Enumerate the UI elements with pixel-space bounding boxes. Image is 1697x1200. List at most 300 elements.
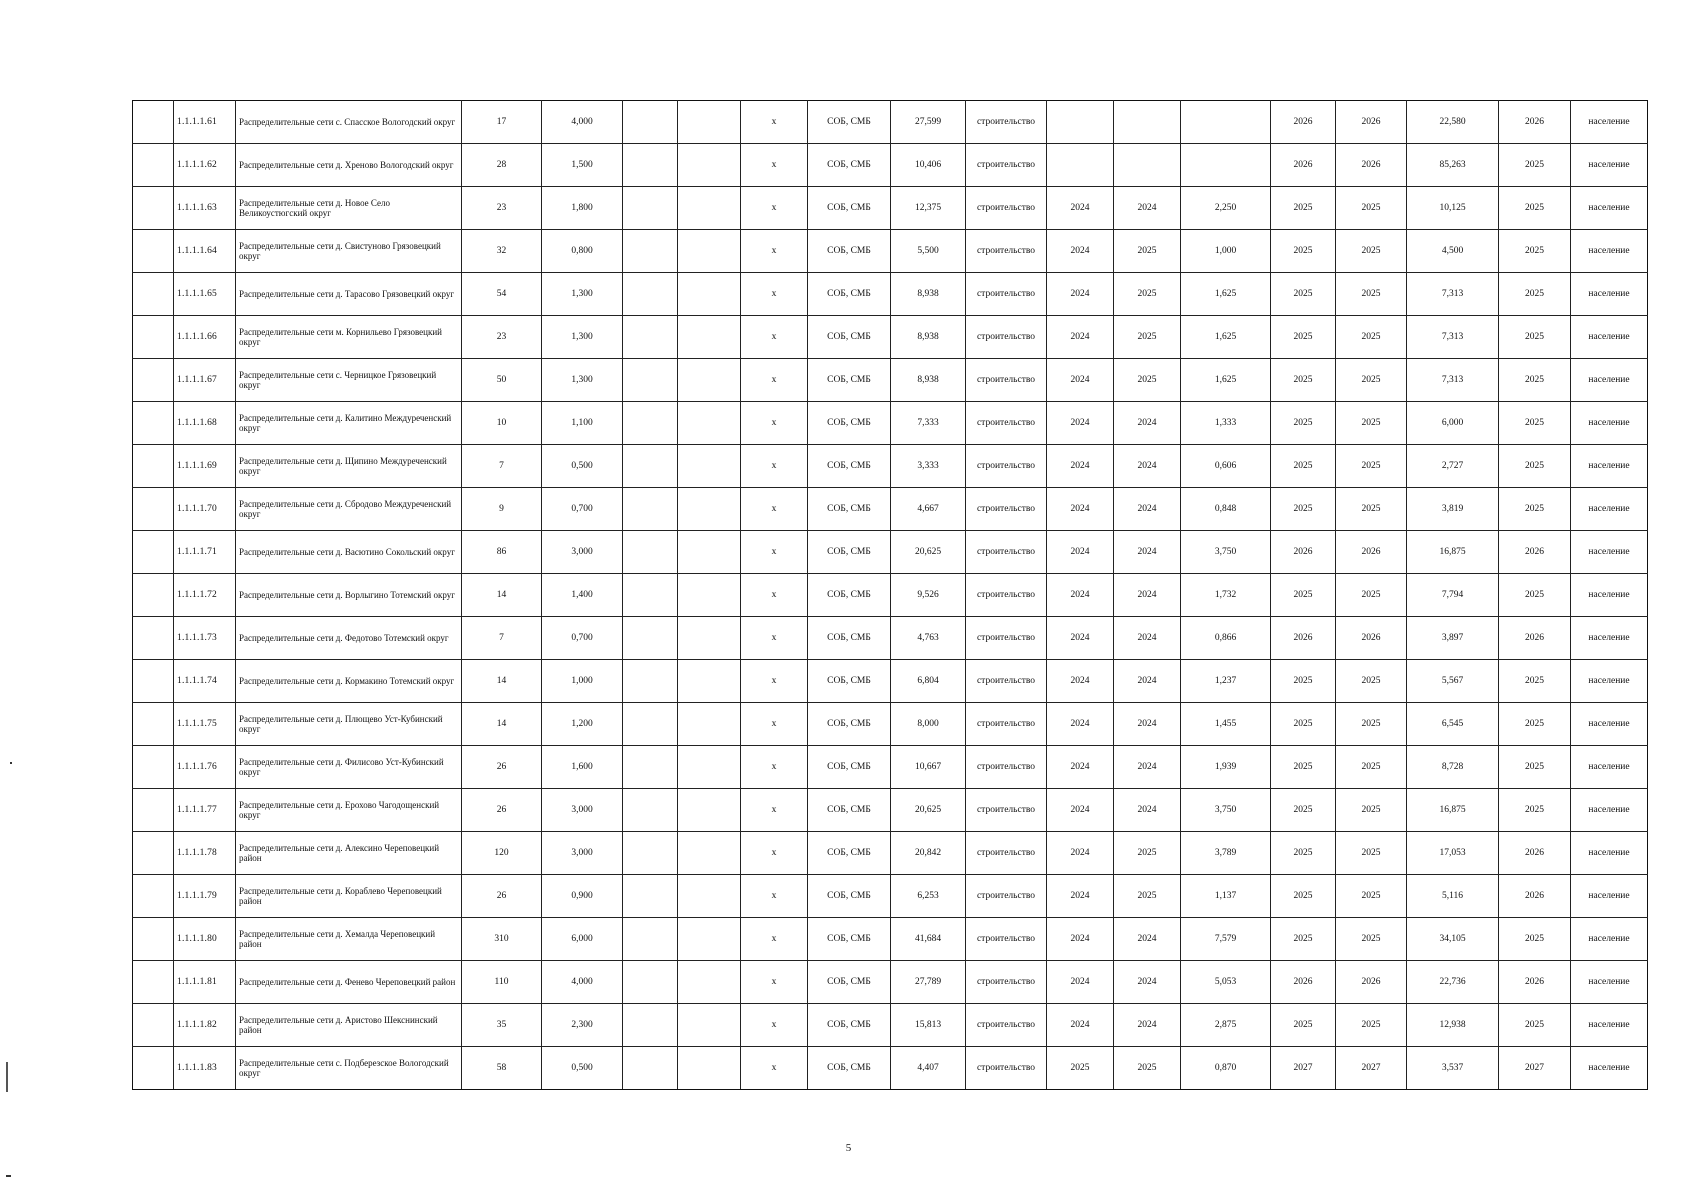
cell-c3: 17 xyxy=(462,101,542,144)
cell-name: Распределительные сети д. Филисово Уст-Кубинский округ xyxy=(236,746,462,789)
cell-name: Распределительные сети д. Тарасово Грязовецкий округ xyxy=(236,273,462,316)
cell-c13: 1,939 xyxy=(1181,746,1271,789)
cell-c9: 10,406 xyxy=(891,144,966,187)
cell-c17: 2025 xyxy=(1499,359,1571,402)
cell-c11: 2024 xyxy=(1047,703,1114,746)
cell-c18: население xyxy=(1571,832,1648,875)
cell-c14: 2025 xyxy=(1271,402,1336,445)
table-row xyxy=(133,574,1648,617)
cell-blank xyxy=(133,316,174,359)
cell-c13: 3,750 xyxy=(1181,789,1271,832)
cell-c5 xyxy=(623,703,678,746)
cell-c14: 2025 xyxy=(1271,316,1336,359)
cell-c7: x xyxy=(741,703,808,746)
cell-c4: 0,500 xyxy=(542,1047,623,1090)
cell-c8: СОБ, СМБ xyxy=(808,832,891,875)
cell-name: Распределительные сети м. Корнильево Грязовецкий округ xyxy=(236,316,462,359)
cell-c4: 0,700 xyxy=(542,617,623,660)
table-row xyxy=(133,316,1648,359)
cell-c6 xyxy=(678,746,741,789)
cell-c14: 2025 xyxy=(1271,875,1336,918)
cell-c3: 110 xyxy=(462,961,542,1004)
cell-c3: 14 xyxy=(462,574,542,617)
cell-c16: 12,938 xyxy=(1407,1004,1499,1047)
cell-c7: x xyxy=(741,445,808,488)
cell-c13: 1,333 xyxy=(1181,402,1271,445)
cell-c17: 2026 xyxy=(1499,961,1571,1004)
cell-c4: 1,300 xyxy=(542,359,623,402)
cell-c12: 2024 xyxy=(1114,703,1181,746)
cell-c10: строительство xyxy=(966,574,1047,617)
cell-c15: 2025 xyxy=(1336,402,1407,445)
cell-c5 xyxy=(623,273,678,316)
cell-c7: x xyxy=(741,574,808,617)
cell-blank xyxy=(133,187,174,230)
table-row xyxy=(133,1047,1648,1090)
table-row xyxy=(133,273,1648,316)
cell-c10: строительство xyxy=(966,531,1047,574)
cell-c10: строительство xyxy=(966,703,1047,746)
cell-c16: 22,736 xyxy=(1407,961,1499,1004)
cell-c4: 1,300 xyxy=(542,316,623,359)
cell-c7: x xyxy=(741,187,808,230)
cell-c7: x xyxy=(741,531,808,574)
cell-c17: 2026 xyxy=(1499,617,1571,660)
cell-blank xyxy=(133,1047,174,1090)
cell-c4: 1,800 xyxy=(542,187,623,230)
cell-c14: 2025 xyxy=(1271,488,1336,531)
cell-c6 xyxy=(678,961,741,1004)
cell-name: Распределительные сети д. Кормакино Тотемский округ xyxy=(236,660,462,703)
cell-c13: 5,053 xyxy=(1181,961,1271,1004)
cell-code: 1.1.1.1.65 xyxy=(174,273,236,316)
cell-c8: СОБ, СМБ xyxy=(808,1047,891,1090)
cell-c6 xyxy=(678,402,741,445)
cell-name: Распределительные сети д. Свистуново Грязовецкий округ xyxy=(236,230,462,273)
cell-c6 xyxy=(678,703,741,746)
cell-c5 xyxy=(623,101,678,144)
cell-c15: 2025 xyxy=(1336,1004,1407,1047)
cell-c14: 2025 xyxy=(1271,832,1336,875)
cell-c11 xyxy=(1047,101,1114,144)
cell-c9: 7,333 xyxy=(891,402,966,445)
cell-c4: 4,000 xyxy=(542,101,623,144)
cell-c9: 6,253 xyxy=(891,875,966,918)
cell-c3: 86 xyxy=(462,531,542,574)
cell-code: 1.1.1.1.69 xyxy=(174,445,236,488)
cell-c6 xyxy=(678,445,741,488)
cell-name: Распределительные сети д. Новое Село Великоустюгский округ xyxy=(236,187,462,230)
cell-c3: 10 xyxy=(462,402,542,445)
cell-c14: 2025 xyxy=(1271,789,1336,832)
cell-c7: x xyxy=(741,789,808,832)
cell-c12: 2025 xyxy=(1114,316,1181,359)
table-row xyxy=(133,660,1648,703)
cell-code: 1.1.1.1.83 xyxy=(174,1047,236,1090)
cell-c8: СОБ, СМБ xyxy=(808,875,891,918)
cell-c8: СОБ, СМБ xyxy=(808,359,891,402)
cell-c11: 2024 xyxy=(1047,230,1114,273)
cell-code: 1.1.1.1.79 xyxy=(174,875,236,918)
cell-blank xyxy=(133,703,174,746)
cell-blank xyxy=(133,832,174,875)
cell-c18: население xyxy=(1571,144,1648,187)
cell-c16: 3,897 xyxy=(1407,617,1499,660)
cell-c15: 2025 xyxy=(1336,660,1407,703)
cell-c10: строительство xyxy=(966,1047,1047,1090)
cell-c3: 26 xyxy=(462,746,542,789)
cell-c16: 5,567 xyxy=(1407,660,1499,703)
cell-c8: СОБ, СМБ xyxy=(808,445,891,488)
cell-c5 xyxy=(623,445,678,488)
cell-c13: 2,875 xyxy=(1181,1004,1271,1047)
cell-c18: население xyxy=(1571,961,1648,1004)
cell-c4: 1,000 xyxy=(542,660,623,703)
cell-c6 xyxy=(678,832,741,875)
cell-c10: строительство xyxy=(966,488,1047,531)
cell-c10: строительство xyxy=(966,961,1047,1004)
cell-blank xyxy=(133,402,174,445)
cell-c3: 14 xyxy=(462,660,542,703)
cell-c8: СОБ, СМБ xyxy=(808,789,891,832)
cell-c11: 2024 xyxy=(1047,875,1114,918)
cell-c11: 2024 xyxy=(1047,316,1114,359)
table-row xyxy=(133,789,1648,832)
cell-c14: 2025 xyxy=(1271,918,1336,961)
cell-c14: 2025 xyxy=(1271,273,1336,316)
cell-c10: строительство xyxy=(966,832,1047,875)
cell-c12: 2024 xyxy=(1114,187,1181,230)
cell-c3: 14 xyxy=(462,703,542,746)
cell-c7: x xyxy=(741,101,808,144)
cell-c18: население xyxy=(1571,488,1648,531)
cell-code: 1.1.1.1.62 xyxy=(174,144,236,187)
cell-c11: 2024 xyxy=(1047,273,1114,316)
scan-artifact xyxy=(10,762,12,764)
cell-code: 1.1.1.1.70 xyxy=(174,488,236,531)
cell-c5 xyxy=(623,230,678,273)
cell-c11: 2024 xyxy=(1047,617,1114,660)
cell-c4: 1,200 xyxy=(542,703,623,746)
cell-code: 1.1.1.1.67 xyxy=(174,359,236,402)
cell-c11: 2024 xyxy=(1047,1004,1114,1047)
cell-name: Распределительные сети д. Фенево Череповецкий район xyxy=(236,961,462,1004)
cell-c3: 50 xyxy=(462,359,542,402)
cell-c16: 7,794 xyxy=(1407,574,1499,617)
cell-c12: 2024 xyxy=(1114,488,1181,531)
cell-c10: строительство xyxy=(966,875,1047,918)
cell-c14: 2027 xyxy=(1271,1047,1336,1090)
cell-c4: 1,300 xyxy=(542,273,623,316)
cell-c11: 2024 xyxy=(1047,832,1114,875)
cell-blank xyxy=(133,359,174,402)
cell-c13: 1,455 xyxy=(1181,703,1271,746)
cell-c15: 2025 xyxy=(1336,789,1407,832)
cell-c10: строительство xyxy=(966,273,1047,316)
cell-c6 xyxy=(678,574,741,617)
cell-c7: x xyxy=(741,832,808,875)
cell-code: 1.1.1.1.76 xyxy=(174,746,236,789)
cell-code: 1.1.1.1.64 xyxy=(174,230,236,273)
cell-c13: 1,625 xyxy=(1181,359,1271,402)
cell-name: Распределительные сети д. Кораблево Череповецкий район xyxy=(236,875,462,918)
cell-c12: 2024 xyxy=(1114,660,1181,703)
cell-c15: 2025 xyxy=(1336,230,1407,273)
cell-c7: x xyxy=(741,660,808,703)
cell-c6 xyxy=(678,875,741,918)
cell-c9: 5,500 xyxy=(891,230,966,273)
cell-c12: 2024 xyxy=(1114,918,1181,961)
cell-c13: 7,579 xyxy=(1181,918,1271,961)
cell-c12: 2024 xyxy=(1114,617,1181,660)
cell-c11: 2024 xyxy=(1047,746,1114,789)
cell-c9: 8,938 xyxy=(891,316,966,359)
cell-blank xyxy=(133,789,174,832)
cell-c9: 8,000 xyxy=(891,703,966,746)
cell-name: Распределительные сети д. Калитино Междуреченский округ xyxy=(236,402,462,445)
page-number: 5 xyxy=(845,1142,852,1154)
cell-c7: x xyxy=(741,402,808,445)
cell-blank xyxy=(133,273,174,316)
cell-c18: население xyxy=(1571,402,1648,445)
cell-code: 1.1.1.1.75 xyxy=(174,703,236,746)
cell-c8: СОБ, СМБ xyxy=(808,101,891,144)
cell-c14: 2025 xyxy=(1271,187,1336,230)
table-body xyxy=(133,101,1648,1090)
table-row xyxy=(133,875,1648,918)
cell-c17: 2027 xyxy=(1499,1047,1571,1090)
cell-c12: 2024 xyxy=(1114,1004,1181,1047)
cell-c5 xyxy=(623,1004,678,1047)
cell-c15: 2025 xyxy=(1336,359,1407,402)
cell-c9: 3,333 xyxy=(891,445,966,488)
cell-c18: население xyxy=(1571,101,1648,144)
cell-c17: 2025 xyxy=(1499,488,1571,531)
cell-c7: x xyxy=(741,230,808,273)
cell-c18: население xyxy=(1571,187,1648,230)
cell-c5 xyxy=(623,789,678,832)
table-row xyxy=(133,187,1648,230)
cell-blank xyxy=(133,445,174,488)
table-row xyxy=(133,703,1648,746)
cell-blank xyxy=(133,574,174,617)
cell-c4: 0,700 xyxy=(542,488,623,531)
cell-c18: население xyxy=(1571,273,1648,316)
cell-c3: 23 xyxy=(462,316,542,359)
cell-c12: 2024 xyxy=(1114,746,1181,789)
cell-name: Распределительные сети д. Федотово Тотемский округ xyxy=(236,617,462,660)
cell-c9: 4,407 xyxy=(891,1047,966,1090)
cell-c5 xyxy=(623,746,678,789)
cell-c10: строительство xyxy=(966,746,1047,789)
cell-code: 1.1.1.1.72 xyxy=(174,574,236,617)
cell-c16: 16,875 xyxy=(1407,531,1499,574)
cell-code: 1.1.1.1.82 xyxy=(174,1004,236,1047)
cell-c12: 2024 xyxy=(1114,531,1181,574)
cell-c11: 2024 xyxy=(1047,574,1114,617)
cell-c13: 1,000 xyxy=(1181,230,1271,273)
cell-c9: 6,804 xyxy=(891,660,966,703)
cell-c4: 0,500 xyxy=(542,445,623,488)
cell-c15: 2025 xyxy=(1336,488,1407,531)
cell-c17: 2025 xyxy=(1499,789,1571,832)
cell-c13: 0,870 xyxy=(1181,1047,1271,1090)
cell-c5 xyxy=(623,531,678,574)
cell-c3: 310 xyxy=(462,918,542,961)
cell-code: 1.1.1.1.73 xyxy=(174,617,236,660)
cell-c14: 2025 xyxy=(1271,359,1336,402)
cell-blank xyxy=(133,918,174,961)
cell-c5 xyxy=(623,961,678,1004)
cell-c6 xyxy=(678,789,741,832)
cell-c8: СОБ, СМБ xyxy=(808,316,891,359)
cell-c15: 2025 xyxy=(1336,574,1407,617)
cell-c15: 2025 xyxy=(1336,316,1407,359)
cell-c6 xyxy=(678,488,741,531)
cell-code: 1.1.1.1.61 xyxy=(174,101,236,144)
cell-c12: 2025 xyxy=(1114,832,1181,875)
cell-c18: население xyxy=(1571,316,1648,359)
cell-c11: 2024 xyxy=(1047,789,1114,832)
cell-c13: 1,625 xyxy=(1181,316,1271,359)
cell-c3: 7 xyxy=(462,445,542,488)
cell-c15: 2027 xyxy=(1336,1047,1407,1090)
cell-c18: население xyxy=(1571,660,1648,703)
cell-c18: население xyxy=(1571,359,1648,402)
cell-name: Распределительные сети д. Щипино Междуреченский округ xyxy=(236,445,462,488)
cell-c12 xyxy=(1114,144,1181,187)
cell-code: 1.1.1.1.63 xyxy=(174,187,236,230)
cell-blank xyxy=(133,617,174,660)
cell-c16: 17,053 xyxy=(1407,832,1499,875)
cell-c17: 2026 xyxy=(1499,875,1571,918)
cell-c3: 28 xyxy=(462,144,542,187)
cell-c3: 26 xyxy=(462,875,542,918)
cell-c4: 4,000 xyxy=(542,961,623,1004)
cell-c6 xyxy=(678,144,741,187)
cell-c12: 2024 xyxy=(1114,574,1181,617)
cell-c7: x xyxy=(741,273,808,316)
cell-c13 xyxy=(1181,144,1271,187)
cell-c4: 0,800 xyxy=(542,230,623,273)
cell-c16: 85,263 xyxy=(1407,144,1499,187)
cell-name: Распределительные сети д. Хемалда Череповецкий район xyxy=(236,918,462,961)
cell-c9: 27,789 xyxy=(891,961,966,1004)
cell-c10: строительство xyxy=(966,144,1047,187)
cell-c17: 2025 xyxy=(1499,660,1571,703)
cell-c7: x xyxy=(741,359,808,402)
cell-c16: 4,500 xyxy=(1407,230,1499,273)
cell-c12: 2025 xyxy=(1114,875,1181,918)
cell-c3: 32 xyxy=(462,230,542,273)
cell-c13: 2,250 xyxy=(1181,187,1271,230)
cell-c11: 2024 xyxy=(1047,961,1114,1004)
cell-blank xyxy=(133,1004,174,1047)
cell-c6 xyxy=(678,1004,741,1047)
cell-code: 1.1.1.1.66 xyxy=(174,316,236,359)
cell-c16: 2,727 xyxy=(1407,445,1499,488)
cell-c6 xyxy=(678,531,741,574)
cell-c3: 35 xyxy=(462,1004,542,1047)
cell-name: Распределительные сети с. Спасское Вологодский округ xyxy=(236,101,462,144)
cell-c5 xyxy=(623,316,678,359)
table-row xyxy=(133,101,1648,144)
cell-blank xyxy=(133,875,174,918)
cell-c4: 3,000 xyxy=(542,789,623,832)
cell-c14: 2025 xyxy=(1271,230,1336,273)
cell-c7: x xyxy=(741,875,808,918)
table-row xyxy=(133,230,1648,273)
cell-c9: 10,667 xyxy=(891,746,966,789)
cell-c10: строительство xyxy=(966,187,1047,230)
cell-c13: 3,750 xyxy=(1181,531,1271,574)
cell-c9: 9,526 xyxy=(891,574,966,617)
cell-blank xyxy=(133,488,174,531)
cell-c13: 0,866 xyxy=(1181,617,1271,660)
cell-blank xyxy=(133,531,174,574)
cell-c16: 22,580 xyxy=(1407,101,1499,144)
cell-c7: x xyxy=(741,617,808,660)
cell-code: 1.1.1.1.80 xyxy=(174,918,236,961)
cell-c13 xyxy=(1181,101,1271,144)
cell-c4: 1,500 xyxy=(542,144,623,187)
cell-c15: 2026 xyxy=(1336,961,1407,1004)
cell-c16: 6,000 xyxy=(1407,402,1499,445)
cell-c9: 8,938 xyxy=(891,359,966,402)
scan-artifact xyxy=(6,1062,8,1092)
cell-c10: строительство xyxy=(966,230,1047,273)
cell-name: Распределительные сети д. Плющево Уст-Кубинский округ xyxy=(236,703,462,746)
cell-c7: x xyxy=(741,1004,808,1047)
cell-c16: 8,728 xyxy=(1407,746,1499,789)
cell-c7: x xyxy=(741,961,808,1004)
cell-c10: строительство xyxy=(966,445,1047,488)
cell-c12: 2024 xyxy=(1114,445,1181,488)
cell-code: 1.1.1.1.68 xyxy=(174,402,236,445)
cell-c6 xyxy=(678,230,741,273)
cell-c15: 2026 xyxy=(1336,531,1407,574)
cell-c6 xyxy=(678,617,741,660)
cell-c18: население xyxy=(1571,746,1648,789)
cell-c18: население xyxy=(1571,703,1648,746)
cell-c4: 1,600 xyxy=(542,746,623,789)
cell-c18: население xyxy=(1571,875,1648,918)
cell-c6 xyxy=(678,273,741,316)
scan-artifact xyxy=(6,1175,11,1177)
cell-name: Распределительные сети д. Васютино Сокольский округ xyxy=(236,531,462,574)
cell-c17: 2026 xyxy=(1499,101,1571,144)
cell-blank xyxy=(133,101,174,144)
cell-c15: 2025 xyxy=(1336,445,1407,488)
cell-c18: население xyxy=(1571,574,1648,617)
cell-c17: 2026 xyxy=(1499,531,1571,574)
cell-c6 xyxy=(678,918,741,961)
cell-c12: 2024 xyxy=(1114,789,1181,832)
cell-c14: 2025 xyxy=(1271,746,1336,789)
cell-c15: 2025 xyxy=(1336,918,1407,961)
cell-c7: x xyxy=(741,1047,808,1090)
cell-c14: 2025 xyxy=(1271,703,1336,746)
cell-c16: 7,313 xyxy=(1407,273,1499,316)
cell-c17: 2025 xyxy=(1499,1004,1571,1047)
cell-c4: 1,400 xyxy=(542,574,623,617)
cell-c7: x xyxy=(741,144,808,187)
cell-c8: СОБ, СМБ xyxy=(808,703,891,746)
cell-name: Распределительные сети д. Сбродово Междуреченский округ xyxy=(236,488,462,531)
cell-c18: население xyxy=(1571,617,1648,660)
table-row xyxy=(133,832,1648,875)
table-row xyxy=(133,746,1648,789)
